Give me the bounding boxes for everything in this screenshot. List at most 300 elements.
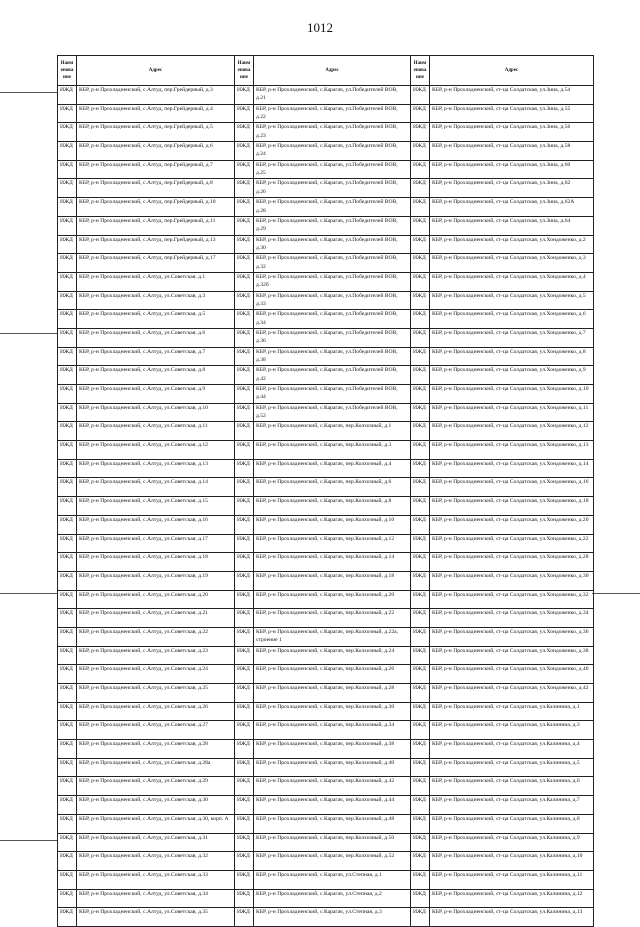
address-cell: КБР, р-н Прохладненский, с.Карагач, ул.Победителей ВОВ, д.25 xyxy=(254,160,411,179)
address-cell: КБР, р-н Прохладненский, ст-ца Солдатская, ул.Хондоженко, д.34 xyxy=(430,609,594,628)
address-cell: КБР, р-н Прохладненский, с.Карагач, пер.Колхозный, д.40 xyxy=(254,758,411,777)
address-cell: КБР, р-н Прохладненский, с.Алтуд, ул.Советская, д.31 xyxy=(77,833,235,852)
address-cell: КБР, р-н Прохладненский, ст-ца Солдатская, ул.Хондоженко, д.30 xyxy=(430,571,594,590)
table-row xyxy=(58,142,594,161)
table-row xyxy=(58,646,594,665)
table-row xyxy=(58,590,594,609)
object-type-cell: ИЖД xyxy=(58,646,77,665)
address-cell: КБР, р-н Прохладненский, с.Алтуд, ул.Советская, д.16 xyxy=(77,515,235,534)
address-cell: КБР, р-н Прохладненский, ст-ца Солдатская, ул.Хондоженко, д.22 xyxy=(430,534,594,553)
table-row xyxy=(58,198,594,217)
object-type-cell: ИЖД xyxy=(235,646,254,665)
address-cell: КБР, р-н Прохладненский, ст-ца Солдатская, ул.Калинина, д.6 xyxy=(430,777,594,796)
address-cell: КБР, р-н Прохладненский, ст-ца Солдатская, ул.Хондоженко, д.4 xyxy=(430,272,594,291)
address-cell: КБР, р-н Прохладненский, с.Алтуд, ул.Советская, д.17 xyxy=(77,534,235,553)
address-cell: КБР, р-н Прохладненский, с.Карагач, ул.Победителей ВОВ, д.32б xyxy=(254,272,411,291)
address-cell: КБР, р-н Прохладненский, с.Алтуд, ул.Советская, д.21 xyxy=(77,609,235,628)
address-cell: КБР, р-н Прохладненский, ст-ца Солдатская, ул.Зина, д.64 xyxy=(430,216,594,235)
object-type-cell: ИЖД xyxy=(235,571,254,590)
object-type-cell: ИЖД xyxy=(411,142,430,161)
table-row xyxy=(58,497,594,516)
object-type-cell: ИЖД xyxy=(411,590,430,609)
object-type-cell: ИЖД xyxy=(411,160,430,179)
address-cell: КБР, р-н Прохладненский, с.Карагач, пер.Колхозный, д.20 xyxy=(254,590,411,609)
address-cell: КБР, р-н Прохладненский, с.Алтуд, пер.Грейдерный, д.6 xyxy=(77,142,235,161)
object-type-cell: ИЖД xyxy=(411,179,430,198)
object-type-cell: ИЖД xyxy=(58,852,77,871)
object-type-cell: ИЖД xyxy=(58,459,77,478)
address-cell: КБР, р-н Прохладненский, с.Карагач, пер.Колхозный, д.6 xyxy=(254,478,411,497)
table-row xyxy=(58,627,594,646)
address-cell: КБР, р-н Прохладненский, с.Алтуд, ул.Советская, д.24 xyxy=(77,665,235,684)
column-header-address: Адрес xyxy=(254,56,411,86)
object-type-cell: ИЖД xyxy=(411,291,430,310)
address-cell: КБР, р-н Прохладненский, ст-ца Солдатская, ул.Зина, д.56 xyxy=(430,123,594,142)
object-type-cell: ИЖД xyxy=(411,852,430,871)
address-cell: КБР, р-н Прохладненский, с.Карагач, пер.Колхозный, д.3 xyxy=(254,441,411,460)
address-cell: КБР, р-н Прохладненский, с.Алтуд, ул.Советская, д.32 xyxy=(77,852,235,871)
address-cell: КБР, р-н Прохладненский, ст-ца Солдатская, ул.Хондоженко, д.32 xyxy=(430,590,594,609)
object-type-cell: ИЖД xyxy=(58,291,77,310)
object-type-cell: ИЖД xyxy=(58,86,77,105)
table-row xyxy=(58,86,594,105)
column-header-type: Наим енова ние xyxy=(411,56,430,86)
object-type-cell: ИЖД xyxy=(411,123,430,142)
table-row xyxy=(58,403,594,422)
object-type-cell: ИЖД xyxy=(235,870,254,889)
table-row xyxy=(58,740,594,759)
table-header-row xyxy=(58,56,594,86)
address-cell: КБР, р-н Прохладненский, ст-ца Солдатская, ул.Хондоженко, д.5 xyxy=(430,291,594,310)
address-cell: КБР, р-н Прохладненский, с.Алтуд, ул.Советская, д.34 xyxy=(77,889,235,908)
object-type-cell: ИЖД xyxy=(58,497,77,516)
object-type-cell: ИЖД xyxy=(411,534,430,553)
column-header-address: Адрес xyxy=(430,56,594,86)
table-row xyxy=(58,870,594,889)
table-row xyxy=(58,833,594,852)
address-cell: КБР, р-н Прохладненский, с.Карагач, ул.Победителей ВОВ, д.30 xyxy=(254,235,411,254)
object-type-cell: ИЖД xyxy=(235,814,254,833)
address-cell: КБР, р-н Прохладненский, с.Алтуд, ул.Советская, д.27 xyxy=(77,721,235,740)
table-row xyxy=(58,104,594,123)
address-cell: КБР, р-н Прохладненский, ст-ца Солдатская, ул.Хондоженко, д.14 xyxy=(430,459,594,478)
address-cell: КБР, р-н Прохладненский, с.Алтуд, ул.Советская, д.23 xyxy=(77,646,235,665)
address-cell: КБР, р-н Прохладненский, ст-ца Солдатская, ул.Калинина, д.12 xyxy=(430,889,594,908)
object-type-cell: ИЖД xyxy=(411,665,430,684)
address-cell: КБР, р-н Прохладненский, с.Карагач, ул.Победителей ВОВ, д.32 xyxy=(254,254,411,273)
address-cell: КБР, р-н Прохладненский, с.Карагач, ул.Победителей ВОВ, д.26 xyxy=(254,179,411,198)
address-cell: КБР, р-н Прохладненский, с.Алтуд, ул.Советская, д.25 xyxy=(77,684,235,703)
object-type-cell: ИЖД xyxy=(411,216,430,235)
address-cell: КБР, р-н Прохладненский, с.Алтуд, ул.Советская, д.13 xyxy=(77,459,235,478)
object-type-cell: ИЖД xyxy=(58,758,77,777)
table-row xyxy=(58,665,594,684)
address-cell: КБР, р-н Прохладненский, с.Алтуд, пер.Грейдерный, д.3 xyxy=(77,86,235,105)
address-cell: КБР, р-н Прохладненский, с.Алтуд, ул.Советская, д.26 xyxy=(77,702,235,721)
address-cell: КБР, р-н Прохладненский, ст-ца Солдатская, ул.Хондоженко, д.36 xyxy=(430,627,594,646)
object-type-cell: ИЖД xyxy=(58,441,77,460)
address-cell: КБР, р-н Прохладненский, с.Карагач, пер.Колхозный, д.14 xyxy=(254,553,411,572)
table-row xyxy=(58,721,594,740)
address-cell: КБР, р-н Прохладненский, ст-ца Солдатская, ул.Хондоженко, д.3 xyxy=(430,254,594,273)
address-cell: КБР, р-н Прохладненский, с.Алтуд, ул.Советская, д.29 xyxy=(77,777,235,796)
address-cell: КБР, р-н Прохладненский, с.Карагач, пер.Колхозный, д.42 xyxy=(254,777,411,796)
object-type-cell: ИЖД xyxy=(58,254,77,273)
object-type-cell: ИЖД xyxy=(411,235,430,254)
address-cell: КБР, р-н Прохладненский, с.Алтуд, пер.Грейдерный, д.13 xyxy=(77,235,235,254)
object-type-cell: ИЖД xyxy=(58,403,77,422)
object-type-cell: ИЖД xyxy=(411,441,430,460)
address-cell: КБР, р-н Прохладненский, с.Карагач, пер.Колхозный, д.24 xyxy=(254,646,411,665)
address-cell: КБР, р-н Прохладненский, ст-ца Солдатская, ул.Зина, д.60 xyxy=(430,160,594,179)
object-type-cell: ИЖД xyxy=(411,889,430,908)
address-cell: КБР, р-н Прохладненский, с.Карагач, пер.Колхозный, д.38 xyxy=(254,740,411,759)
table-row xyxy=(58,216,594,235)
table-row xyxy=(58,459,594,478)
object-type-cell: ИЖД xyxy=(58,366,77,385)
object-type-cell: ИЖД xyxy=(411,553,430,572)
address-cell: КБР, р-н Прохладненский, с.Алтуд, ул.Советская, д.12 xyxy=(77,441,235,460)
object-type-cell: ИЖД xyxy=(235,609,254,628)
scan-edge-line xyxy=(0,92,58,93)
table-row xyxy=(58,684,594,703)
object-type-cell: ИЖД xyxy=(58,627,77,646)
address-cell: КБР, р-н Прохладненский, с.Карагач, пер.Колхозный, д.26 xyxy=(254,665,411,684)
object-type-cell: ИЖД xyxy=(58,478,77,497)
object-type-cell: ИЖД xyxy=(411,908,430,927)
object-type-cell: ИЖД xyxy=(411,646,430,665)
table-row xyxy=(58,553,594,572)
address-cell: КБР, р-н Прохладненский, с.Карагач, пер.Колхозный, д.10 xyxy=(254,515,411,534)
object-type-cell: ИЖД xyxy=(58,702,77,721)
address-cell: КБР, р-н Прохладненский, с.Карагач, ул.Победителей ВОВ, д.38 xyxy=(254,347,411,366)
object-type-cell: ИЖД xyxy=(411,347,430,366)
object-type-cell: ИЖД xyxy=(235,366,254,385)
object-type-cell: ИЖД xyxy=(411,459,430,478)
object-type-cell: ИЖД xyxy=(411,385,430,404)
address-cell: КБР, р-н Прохладненский, ст-ца Солдатская, ул.Зина, д.58 xyxy=(430,142,594,161)
object-type-cell: ИЖД xyxy=(58,104,77,123)
object-type-cell: ИЖД xyxy=(58,235,77,254)
address-cell: КБР, р-н Прохладненский, с.Алтуд, ул.Советская, д.6 xyxy=(77,328,235,347)
address-cell: КБР, р-н Прохладненский, ст-ца Солдатская, ул.Хондоженко, д.38 xyxy=(430,646,594,665)
object-type-cell: ИЖД xyxy=(58,347,77,366)
table-row xyxy=(58,515,594,534)
object-type-cell: ИЖД xyxy=(411,758,430,777)
address-cell: КБР, р-н Прохладненский, с.Карагач, ул.Победителей ВОВ, д.24 xyxy=(254,142,411,161)
address-cell: КБР, р-н Прохладненский, с.Карагач, пер.Колхозный, д.48 xyxy=(254,814,411,833)
column-header-type: Наим енова ние xyxy=(58,56,77,86)
table-row xyxy=(58,385,594,404)
address-cell: КБР, р-н Прохладненский, с.Алтуд, пер.Грейдерный, д.7 xyxy=(77,160,235,179)
object-type-cell: ИЖД xyxy=(58,179,77,198)
object-type-cell: ИЖД xyxy=(235,179,254,198)
address-cell: КБР, р-н Прохладненский, ст-ца Солдатская, ул.Зина, д.62 xyxy=(430,179,594,198)
object-type-cell: ИЖД xyxy=(411,104,430,123)
object-type-cell: ИЖД xyxy=(235,534,254,553)
table-row xyxy=(58,310,594,329)
address-cell: КБР, р-н Прохладненский, с.Алтуд, ул.Советская, д.30, корп. А xyxy=(77,814,235,833)
address-cell: КБР, р-н Прохладненский, с.Карагач, ул.Победителей ВОВ, д.23 xyxy=(254,123,411,142)
table-row xyxy=(58,852,594,871)
table-row xyxy=(58,160,594,179)
scan-edge-line xyxy=(0,333,58,334)
object-type-cell: ИЖД xyxy=(235,740,254,759)
object-type-cell: ИЖД xyxy=(411,721,430,740)
object-type-cell: ИЖД xyxy=(235,777,254,796)
address-cell: КБР, р-н Прохладненский, ст-ца Солдатская, ул.Хондоженко, д.10 xyxy=(430,385,594,404)
address-cell: КБР, р-н Прохладненский, с.Алтуд, пер.Грейдерный, д.10 xyxy=(77,198,235,217)
object-type-cell: ИЖД xyxy=(235,721,254,740)
object-type-cell: ИЖД xyxy=(58,272,77,291)
address-cell: КБР, р-н Прохладненский, с.Карагач, пер.Колхозный, д.22а, строение 1 xyxy=(254,627,411,646)
address-cell: КБР, р-н Прохладненский, с.Алтуд, ул.Советская, д.11 xyxy=(77,422,235,441)
object-type-cell: ИЖД xyxy=(235,142,254,161)
object-type-cell: ИЖД xyxy=(235,889,254,908)
address-cell: КБР, р-н Прохладненский, с.Карагач, пер.Колхозный, д.50 xyxy=(254,833,411,852)
object-type-cell: ИЖД xyxy=(58,385,77,404)
page-number: 1012 xyxy=(307,20,333,35)
object-type-cell: ИЖД xyxy=(235,160,254,179)
object-type-cell: ИЖД xyxy=(235,553,254,572)
address-cell: КБР, р-н Прохладненский, ст-ца Солдатская, ул.Калинина, д.13 xyxy=(430,908,594,927)
object-type-cell: ИЖД xyxy=(58,889,77,908)
object-type-cell: ИЖД xyxy=(235,684,254,703)
object-type-cell: ИЖД xyxy=(58,515,77,534)
object-type-cell: ИЖД xyxy=(411,833,430,852)
address-cell: КБР, р-н Прохладненский, с.Карагач, ул.Победителей ВОВ, д.44 xyxy=(254,385,411,404)
object-type-cell: ИЖД xyxy=(411,366,430,385)
object-type-cell: ИЖД xyxy=(411,740,430,759)
address-cell: КБР, р-н Прохладненский, с.Карагач, пер.Колхозный, д.1 xyxy=(254,422,411,441)
address-cell: КБР, р-н Прохладненский, с.Алтуд, ул.Советская, д.19 xyxy=(77,571,235,590)
address-cell: КБР, р-н Прохладненский, с.Карагач, пер.Колхозный, д.8 xyxy=(254,497,411,516)
address-cell: КБР, р-н Прохладненский, с.Карагач, пер.Колхозный, д.30 xyxy=(254,702,411,721)
object-type-cell: ИЖД xyxy=(411,796,430,815)
object-type-cell: ИЖД xyxy=(411,310,430,329)
table-row xyxy=(58,291,594,310)
object-type-cell: ИЖД xyxy=(235,104,254,123)
table-row xyxy=(58,235,594,254)
object-type-cell: ИЖД xyxy=(58,870,77,889)
object-type-cell: ИЖД xyxy=(235,86,254,105)
object-type-cell: ИЖД xyxy=(411,272,430,291)
scan-edge-line xyxy=(592,593,640,594)
address-cell: КБР, р-н Прохладненский, с.Карагач, пер.Колхозный, д.18 xyxy=(254,571,411,590)
address-cell: КБР, р-н Прохладненский, ст-ца Солдатская, ул.Хондоженко, д.18 xyxy=(430,497,594,516)
object-type-cell: ИЖД xyxy=(411,478,430,497)
table-row xyxy=(58,347,594,366)
address-cell: КБР, р-н Прохладненский, с.Алтуд, ул.Советская, д.15 xyxy=(77,497,235,516)
address-cell: КБР, р-н Прохладненский, ст-ца Солдатская, ул.Хондоженко, д.12 xyxy=(430,422,594,441)
address-cell: КБР, р-н Прохладненский, с.Карагач, ул.Победителей ВОВ, д.22 xyxy=(254,104,411,123)
table-row xyxy=(58,814,594,833)
object-type-cell: ИЖД xyxy=(58,740,77,759)
address-cell: КБР, р-н Прохладненский, с.Алтуд, ул.Советская, д.1 xyxy=(77,272,235,291)
address-cell: КБР, р-н Прохладненский, ст-ца Солдатская, ул.Хондоженко, д.13 xyxy=(430,441,594,460)
object-type-cell: ИЖД xyxy=(235,515,254,534)
address-cell: КБР, р-н Прохладненский, с.Алтуд, ул.Советская, д.10 xyxy=(77,403,235,422)
address-cell: КБР, р-н Прохладненский, с.Карагач, ул.Победителей ВОВ, д.42 xyxy=(254,366,411,385)
address-cell: КБР, р-н Прохладненский, ст-ца Солдатская, ул.Хондоженко, д.11 xyxy=(430,403,594,422)
address-cell: КБР, р-н Прохладненский, с.Алтуд, пер.Грейдерный, д.4 xyxy=(77,104,235,123)
address-cell: КБР, р-н Прохладненский, с.Алтуд, ул.Советская, д.9 xyxy=(77,385,235,404)
address-cell: КБР, р-н Прохладненский, с.Карагач, ул.Степная, д.2 xyxy=(254,889,411,908)
address-cell: КБР, р-н Прохладненский, с.Карагач, пер.Колхозный, д.4 xyxy=(254,459,411,478)
object-type-cell: ИЖД xyxy=(235,385,254,404)
address-cell: КБР, р-н Прохладненский, ст-ца Солдатская, ул.Калинина, д.7 xyxy=(430,796,594,815)
object-type-cell: ИЖД xyxy=(58,422,77,441)
address-cell: КБР, р-н Прохладненский, ст-ца Солдатская, ул.Хондоженко, д.2 xyxy=(430,235,594,254)
address-cell: КБР, р-н Прохладненский, с.Алтуд, ул.Советская, д.20 xyxy=(77,590,235,609)
object-type-cell: ИЖД xyxy=(235,441,254,460)
object-type-cell: ИЖД xyxy=(235,852,254,871)
address-cell: КБР, р-н Прохладненский, с.Алтуд, ул.Советская, д.28а xyxy=(77,758,235,777)
address-cell: КБР, р-н Прохладненский, ст-ца Солдатская, ул.Калинина, д.1 xyxy=(430,702,594,721)
object-type-cell: ИЖД xyxy=(411,609,430,628)
table-body xyxy=(58,86,594,927)
object-type-cell: ИЖД xyxy=(411,571,430,590)
table-row xyxy=(58,422,594,441)
object-type-cell: ИЖД xyxy=(411,422,430,441)
address-cell: КБР, р-н Прохладненский, с.Алтуд, ул.Советская, д.7 xyxy=(77,347,235,366)
object-type-cell: ИЖД xyxy=(58,328,77,347)
object-type-cell: ИЖД xyxy=(235,347,254,366)
object-type-cell: ИЖД xyxy=(58,553,77,572)
object-type-cell: ИЖД xyxy=(411,702,430,721)
object-type-cell: ИЖД xyxy=(411,684,430,703)
address-cell: КБР, р-н Прохладненский, с.Алтуд, пер.Грейдерный, д.17 xyxy=(77,254,235,273)
object-type-cell: ИЖД xyxy=(58,777,77,796)
table-row xyxy=(58,179,594,198)
address-cell: КБР, р-н Прохладненский, с.Алтуд, пер.Грейдерный, д.5 xyxy=(77,123,235,142)
object-type-cell: ИЖД xyxy=(411,777,430,796)
address-cell: КБР, р-н Прохладненский, ст-ца Солдатская, ул.Калинина, д.10 xyxy=(430,852,594,871)
table-row xyxy=(58,908,594,927)
scan-edge-line xyxy=(0,840,58,841)
table-row xyxy=(58,123,594,142)
object-type-cell: ИЖД xyxy=(235,422,254,441)
object-type-cell: ИЖД xyxy=(235,497,254,516)
address-cell: КБР, р-н Прохладненский, ст-ца Солдатская, ул.Хондоженко, д.28 xyxy=(430,553,594,572)
address-cell: КБР, р-н Прохладненский, ст-ца Солдатская, ул.Хондоженко, д.16 xyxy=(430,478,594,497)
address-registry-table xyxy=(57,55,594,927)
object-type-cell: ИЖД xyxy=(235,272,254,291)
object-type-cell: ИЖД xyxy=(58,665,77,684)
object-type-cell: ИЖД xyxy=(411,328,430,347)
object-type-cell: ИЖД xyxy=(411,497,430,516)
table-row xyxy=(58,534,594,553)
object-type-cell: ИЖД xyxy=(235,627,254,646)
address-cell: КБР, р-н Прохладненский, с.Алтуд, пер.Грейдерный, д.11 xyxy=(77,216,235,235)
address-cell: КБР, р-н Прохладненский, ст-ца Солдатская, ул.Хондоженко, д.8 xyxy=(430,347,594,366)
table-row xyxy=(58,272,594,291)
object-type-cell: ИЖД xyxy=(58,796,77,815)
address-cell: КБР, р-н Прохладненский, ст-ца Солдатская, ул.Зина, д.62А xyxy=(430,198,594,217)
address-cell: КБР, р-н Прохладненский, ст-ца Солдатская, ул.Хондоженко, д.40 xyxy=(430,665,594,684)
object-type-cell: ИЖД xyxy=(235,254,254,273)
scan-edge-line xyxy=(0,593,58,594)
object-type-cell: ИЖД xyxy=(411,627,430,646)
object-type-cell: ИЖД xyxy=(411,198,430,217)
object-type-cell: ИЖД xyxy=(411,403,430,422)
address-cell: КБР, р-н Прохладненский, с.Карагач, пер.Колхозный, д.52 xyxy=(254,852,411,871)
address-cell: КБР, р-н Прохладненский, с.Карагач, пер.Колхозный, д.12 xyxy=(254,534,411,553)
table-row xyxy=(58,571,594,590)
table-row xyxy=(58,328,594,347)
object-type-cell: ИЖД xyxy=(58,609,77,628)
address-cell: КБР, р-н Прохладненский, с.Карагач, ул.Победителей ВОВ, д.29 xyxy=(254,216,411,235)
column-header-address: Адрес xyxy=(77,56,235,86)
object-type-cell: ИЖД xyxy=(58,684,77,703)
object-type-cell: ИЖД xyxy=(58,198,77,217)
object-type-cell: ИЖД xyxy=(235,235,254,254)
object-type-cell: ИЖД xyxy=(235,665,254,684)
address-cell: КБР, р-н Прохладненский, ст-ца Солдатская, ул.Хондоженко, д.6 xyxy=(430,310,594,329)
address-cell: КБР, р-н Прохладненский, с.Алтуд, ул.Советская, д.8 xyxy=(77,366,235,385)
object-type-cell: ИЖД xyxy=(411,870,430,889)
table-row xyxy=(58,777,594,796)
address-cell: КБР, р-н Прохладненский, с.Алтуд, пер.Грейдерный, д.8 xyxy=(77,179,235,198)
address-cell: КБР, р-н Прохладненский, ст-ца Солдатская, ул.Калинина, д.5 xyxy=(430,758,594,777)
object-type-cell: ИЖД xyxy=(58,310,77,329)
address-cell: КБР, р-н Прохладненский, ст-ца Солдатская, ул.Калинина, д.4 xyxy=(430,740,594,759)
table-row xyxy=(58,254,594,273)
table-row xyxy=(58,758,594,777)
address-cell: КБР, р-н Прохладненский, с.Карагач, пер.Колхозный, д.44 xyxy=(254,796,411,815)
object-type-cell: ИЖД xyxy=(58,160,77,179)
address-cell: КБР, р-н Прохладненский, с.Алтуд, ул.Советская, д.18 xyxy=(77,553,235,572)
object-type-cell: ИЖД xyxy=(235,796,254,815)
object-type-cell: ИЖД xyxy=(235,590,254,609)
address-cell: КБР, р-н Прохладненский, с.Алтуд, ул.Советская, д.14 xyxy=(77,478,235,497)
address-cell: КБР, р-н Прохладненский, с.Алтуд, ул.Советская, д.28 xyxy=(77,740,235,759)
column-header-type: Наим енова ние xyxy=(235,56,254,86)
address-cell: КБР, р-н Прохладненский, ст-ца Солдатская, ул.Зина, д.54 xyxy=(430,86,594,105)
address-cell: КБР, р-н Прохладненский, с.Алтуд, ул.Советская, д.5 xyxy=(77,310,235,329)
object-type-cell: ИЖД xyxy=(58,590,77,609)
object-type-cell: ИЖД xyxy=(58,721,77,740)
object-type-cell: ИЖД xyxy=(235,702,254,721)
table-row xyxy=(58,366,594,385)
address-cell: КБР, р-н Прохладненский, с.Алтуд, ул.Советская, д.35 xyxy=(77,908,235,927)
address-cell: КБР, р-н Прохладненский, ст-ца Солдатская, ул.Калинина, д.11 xyxy=(430,870,594,889)
address-cell: КБР, р-н Прохладненский, ст-ца Солдатская, ул.Хондоженко, д.9 xyxy=(430,366,594,385)
object-type-cell: ИЖД xyxy=(58,142,77,161)
object-type-cell: ИЖД xyxy=(235,403,254,422)
object-type-cell: ИЖД xyxy=(58,216,77,235)
object-type-cell: ИЖД xyxy=(235,198,254,217)
object-type-cell: ИЖД xyxy=(58,123,77,142)
address-cell: КБР, р-н Прохладненский, с.Карагач, ул.Победителей ВОВ, д.28 xyxy=(254,198,411,217)
address-cell: КБР, р-н Прохладненский, с.Карагач, ул.Победителей ВОВ, д.52 xyxy=(254,403,411,422)
object-type-cell: ИЖД xyxy=(235,123,254,142)
address-cell: КБР, р-н Прохладненский, с.Алтуд, ул.Советская, д.33 xyxy=(77,870,235,889)
address-cell: КБР, р-н Прохладненский, с.Алтуд, ул.Советская, д.3 xyxy=(77,291,235,310)
object-type-cell: ИЖД xyxy=(411,814,430,833)
object-type-cell: ИЖД xyxy=(58,814,77,833)
object-type-cell: ИЖД xyxy=(235,216,254,235)
object-type-cell: ИЖД xyxy=(58,833,77,852)
object-type-cell: ИЖД xyxy=(235,758,254,777)
address-cell: КБР, р-н Прохладненский, с.Карагач, ул.Степная, д.3 xyxy=(254,908,411,927)
address-cell: КБР, р-н Прохладненский, с.Карагач, ул.Степная, д.1 xyxy=(254,870,411,889)
address-cell: КБР, р-н Прохладненский, ст-ца Солдатская, ул.Калинина, д.3 xyxy=(430,721,594,740)
object-type-cell: ИЖД xyxy=(58,908,77,927)
address-cell: КБР, р-н Прохладненский, ст-ца Солдатская, ул.Хондоженко, д.42 xyxy=(430,684,594,703)
object-type-cell: ИЖД xyxy=(411,86,430,105)
object-type-cell: ИЖД xyxy=(235,833,254,852)
